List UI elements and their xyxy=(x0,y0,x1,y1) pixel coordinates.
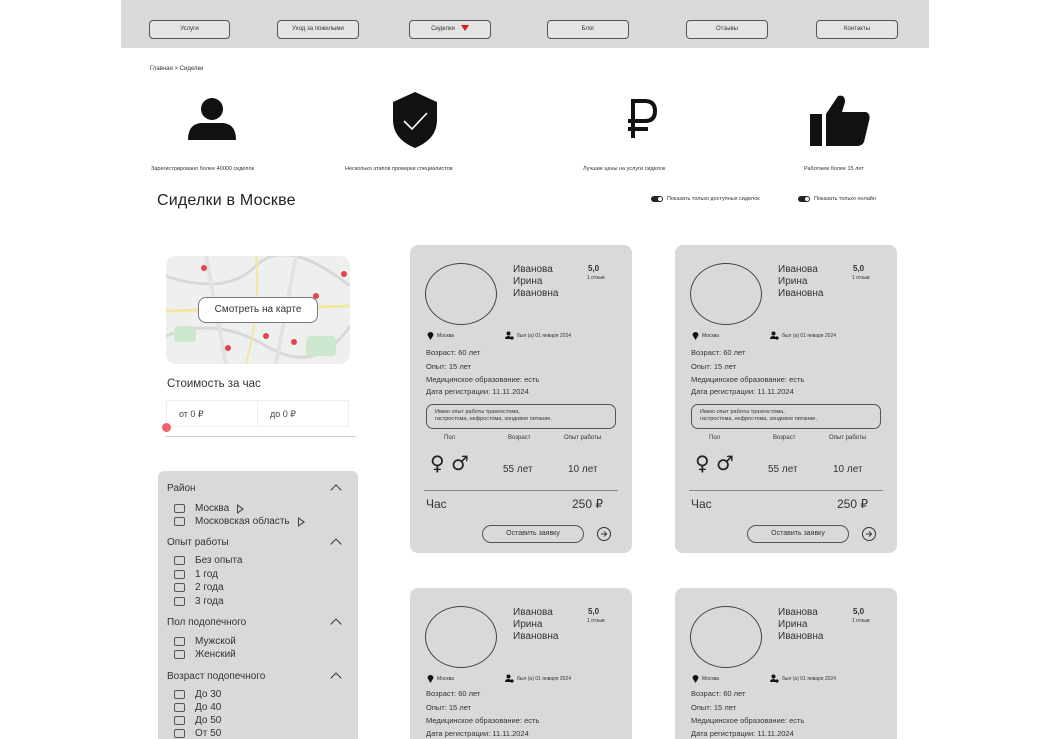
education-line: Медицинское образование: есть xyxy=(691,716,805,725)
last-seen xyxy=(505,331,571,340)
toggle-switch[interactable] xyxy=(798,196,810,202)
price-from-input[interactable]: от 0 ₽ xyxy=(166,400,258,427)
nav-label: Сиделки xyxy=(431,26,455,32)
feature-text: Несколько этапов проверки специалистов xyxy=(345,166,453,172)
column-gender: Пол xyxy=(444,435,456,441)
caregiver-card[interactable] xyxy=(675,588,897,739)
option-label: 2 года xyxy=(195,582,224,593)
last-seen-label: был (а) 01 января 2024 xyxy=(517,332,572,339)
price-filter-label: Стоимость за час xyxy=(167,378,261,390)
ruble-icon xyxy=(624,98,660,140)
experience-line: Опыт: 15 лет xyxy=(691,703,737,712)
checkbox[interactable] xyxy=(174,637,185,646)
reviews-count: 1 отзыв xyxy=(852,275,870,281)
age-line: Возраст: 60 лет xyxy=(691,348,746,357)
reviews-count: 1 отзыв xyxy=(852,618,870,624)
name-line: Иванова xyxy=(513,607,553,618)
option-label: Женский xyxy=(195,649,236,660)
filter-option[interactable] xyxy=(174,516,305,527)
location-label: Москва xyxy=(702,675,720,682)
registration-line: Дата регистрации: 11.11.2024 xyxy=(691,729,794,738)
age-line: Возраст: 60 лет xyxy=(426,689,481,698)
last-seen xyxy=(505,674,571,683)
caregiver-name xyxy=(513,607,558,643)
filter-age-title: Возраст подопечного xyxy=(167,671,266,682)
filter-option[interactable] xyxy=(174,636,236,647)
skills-text: Имею опыт работы трахеостома, xyxy=(435,409,520,415)
name-line: Иванова xyxy=(778,264,818,275)
skills-box xyxy=(426,404,616,429)
nav-label: Блог xyxy=(581,26,595,32)
filter-option[interactable] xyxy=(174,649,236,660)
gender-icon: ♀ ♂ xyxy=(430,451,469,475)
feature-text: Лучшие цены на услуги сиделок xyxy=(583,166,666,172)
shield-check-icon xyxy=(390,90,440,150)
toggle-label: Показать только доступных сиделок xyxy=(667,196,760,202)
name-line: Ирина xyxy=(513,276,543,287)
filter-panel xyxy=(158,471,358,739)
name-line: Ирина xyxy=(778,619,808,630)
chevron-up-icon[interactable] xyxy=(330,672,341,683)
checkbox[interactable] xyxy=(174,517,185,526)
expand-arrow-icon[interactable] xyxy=(237,504,244,514)
reviews-count: 1 отзыв xyxy=(587,618,605,624)
toggle-label: Показать только онлайн xyxy=(814,196,876,202)
option-label: Московская область xyxy=(195,516,290,527)
checkbox[interactable] xyxy=(174,570,185,579)
user-clock-icon xyxy=(505,331,514,340)
price-slider-track[interactable] xyxy=(166,436,356,437)
name-line: Иванова xyxy=(513,264,553,275)
hour-label: Час xyxy=(426,497,447,511)
dropdown-arrow-icon xyxy=(461,25,469,31)
chevron-up-icon[interactable] xyxy=(330,538,341,549)
user-clock-icon xyxy=(505,674,514,683)
option-label: Москва xyxy=(195,503,230,514)
avatar xyxy=(690,263,762,325)
checkbox[interactable] xyxy=(174,504,185,513)
person-icon xyxy=(187,96,237,142)
rating: 5,0 xyxy=(588,607,600,616)
filter-experience-title: Опыт работы xyxy=(167,537,229,548)
checkbox[interactable] xyxy=(174,729,185,738)
column-experience: Опыт работы xyxy=(829,435,867,441)
column-experience: Опыт работы xyxy=(564,435,602,441)
avatar xyxy=(425,606,497,668)
hour-label: Час xyxy=(691,497,712,511)
gender-icon: ♀ ♂ xyxy=(695,451,734,475)
caregiver-name xyxy=(778,264,823,300)
option-label: 3 года xyxy=(195,596,224,607)
location xyxy=(692,331,719,340)
education-line: Медицинское образование: есть xyxy=(691,375,805,384)
nav-caregivers[interactable] xyxy=(409,20,491,39)
name-line: Ивановна xyxy=(778,288,824,299)
name-line: Ивановна xyxy=(513,631,559,642)
location-pin-icon xyxy=(692,331,699,340)
name-line: Ирина xyxy=(778,276,808,287)
caregiver-name xyxy=(513,264,558,300)
divider xyxy=(689,490,883,491)
column-age: Возраст xyxy=(773,435,796,441)
caregiver-name xyxy=(778,607,823,643)
registration-line: Дата регистрации: 11.11.2024 xyxy=(426,729,529,738)
checkbox[interactable] xyxy=(174,650,185,659)
location-pin-icon xyxy=(427,674,434,683)
age-line: Возраст: 60 лет xyxy=(426,348,481,357)
price-slider-handle[interactable] xyxy=(162,423,171,432)
checkbox[interactable] xyxy=(174,703,185,712)
checkbox[interactable] xyxy=(174,716,185,725)
location xyxy=(692,674,719,683)
show-on-map-button[interactable]: Смотреть на карте xyxy=(198,297,318,323)
location-label: Москва xyxy=(437,675,455,682)
location-label: Москва xyxy=(702,332,720,339)
filter-option[interactable] xyxy=(174,689,221,700)
feature-text: Работаем более 15 лет xyxy=(804,166,864,172)
option-label: До 50 xyxy=(195,715,222,726)
filter-option[interactable] xyxy=(174,728,221,739)
caregiver-card[interactable] xyxy=(410,245,632,553)
page-title: Сиделки в Москве xyxy=(157,192,296,209)
top-navigation xyxy=(121,0,929,48)
expand-arrow-icon[interactable] xyxy=(298,517,305,527)
age-line: Возраст: 60 лет xyxy=(691,689,746,698)
user-clock-icon xyxy=(770,674,779,683)
nav-blog[interactable] xyxy=(547,20,629,39)
experience-value: 10 лет xyxy=(568,464,598,475)
nav-label: Услуги xyxy=(180,26,199,32)
request-button[interactable]: Оставить заявку xyxy=(747,525,849,543)
option-label: До 30 xyxy=(195,689,222,700)
column-age: Возраст xyxy=(508,435,531,441)
option-label: 1 год xyxy=(195,569,218,580)
rating: 5,0 xyxy=(853,607,865,616)
location-pin-icon xyxy=(692,674,699,683)
location xyxy=(427,674,454,683)
education-line: Медицинское образование: есть xyxy=(426,716,540,725)
price-to-input[interactable]: до 0 ₽ xyxy=(257,400,349,427)
location-pin-icon xyxy=(427,331,434,340)
checkbox[interactable] xyxy=(174,556,185,565)
name-line: Ивановна xyxy=(513,288,559,299)
rating: 5,0 xyxy=(853,264,865,273)
thumbs-up-icon xyxy=(808,92,872,148)
checkbox[interactable] xyxy=(174,690,185,699)
skills-text: гастростома, нефростома, зондовое питание. xyxy=(435,416,552,422)
filter-district-title: Район xyxy=(167,483,196,494)
nav-label: Отзывы xyxy=(716,26,738,32)
education-line: Медицинское образование: есть xyxy=(426,375,540,384)
nav-elderly-care[interactable] xyxy=(277,20,359,39)
request-button[interactable]: Оставить заявку xyxy=(482,525,584,543)
caregiver-card[interactable] xyxy=(410,588,632,739)
toggle-online[interactable] xyxy=(798,196,876,202)
price: 250 ₽ xyxy=(572,497,603,511)
option-label: От 50 xyxy=(195,728,222,739)
skills-box xyxy=(691,404,881,429)
option-label: До 40 xyxy=(195,702,222,713)
skills-text: Имею опыт работы трахеостома, xyxy=(700,409,785,415)
experience-line: Опыт: 15 лет xyxy=(426,703,472,712)
avatar xyxy=(425,263,497,325)
last-seen-label: был (а) 01 января 2024 xyxy=(782,332,837,339)
filter-option[interactable] xyxy=(174,555,242,566)
registration-line: Дата регистрации: 11.11.2024 xyxy=(691,387,794,396)
chevron-up-icon[interactable] xyxy=(330,618,341,629)
map-preview[interactable] xyxy=(166,256,350,364)
toggle-available[interactable] xyxy=(651,196,760,202)
filter-option[interactable] xyxy=(174,582,224,593)
reviews-count: 1 отзыв xyxy=(587,275,605,281)
last-seen xyxy=(770,331,836,340)
filter-option[interactable] xyxy=(174,569,218,580)
checkbox[interactable] xyxy=(174,583,185,592)
skills-text: гастростома, нефростома, зондовое питание. xyxy=(700,416,817,422)
user-clock-icon xyxy=(770,331,779,340)
rating: 5,0 xyxy=(588,264,600,273)
experience-line: Опыт: 15 лет xyxy=(691,362,737,371)
option-label: Без опыта xyxy=(195,555,243,566)
name-line: Иванова xyxy=(778,607,818,618)
filter-gender-title: Пол подопечного xyxy=(167,617,247,628)
last-seen-label: был (а) 01 января 2024 xyxy=(517,675,572,682)
caregiver-card[interactable] xyxy=(675,245,897,553)
chevron-up-icon[interactable] xyxy=(330,484,341,495)
location xyxy=(427,331,454,340)
option-label: Мужской xyxy=(195,636,236,647)
filter-option[interactable] xyxy=(174,596,224,607)
nav-reviews[interactable] xyxy=(686,20,768,39)
experience-value: 10 лет xyxy=(833,464,863,475)
age-value: 55 лет xyxy=(503,464,533,475)
filter-option[interactable] xyxy=(174,702,221,713)
location-label: Москва xyxy=(437,332,455,339)
name-line: Ивановна xyxy=(778,631,824,642)
toggle-switch[interactable] xyxy=(651,196,663,202)
checkbox[interactable] xyxy=(174,597,185,606)
filter-option[interactable] xyxy=(174,715,221,726)
breadcrumb[interactable]: Главная > Сиделки xyxy=(150,66,204,72)
nav-contacts[interactable] xyxy=(816,20,898,39)
last-seen xyxy=(770,674,836,683)
arrow-right-icon[interactable] xyxy=(597,527,611,541)
registration-line: Дата регистрации: 11.11.2024 xyxy=(426,387,529,396)
name-line: Ирина xyxy=(513,619,543,630)
age-value: 55 лет xyxy=(768,464,798,475)
nav-label: Контакты xyxy=(844,26,870,32)
avatar xyxy=(690,606,762,668)
nav-services[interactable] xyxy=(149,20,230,39)
arrow-right-icon[interactable] xyxy=(862,527,876,541)
price: 250 ₽ xyxy=(837,497,868,511)
filter-option[interactable] xyxy=(174,503,244,514)
divider xyxy=(424,490,618,491)
experience-line: Опыт: 15 лет xyxy=(426,362,472,371)
last-seen-label: был (а) 01 января 2024 xyxy=(782,675,837,682)
column-gender: Пол xyxy=(709,435,721,441)
nav-label: Уход за пожилыми xyxy=(292,26,344,32)
feature-text: Зарегистрировано более 40000 сиделок xyxy=(151,166,255,172)
